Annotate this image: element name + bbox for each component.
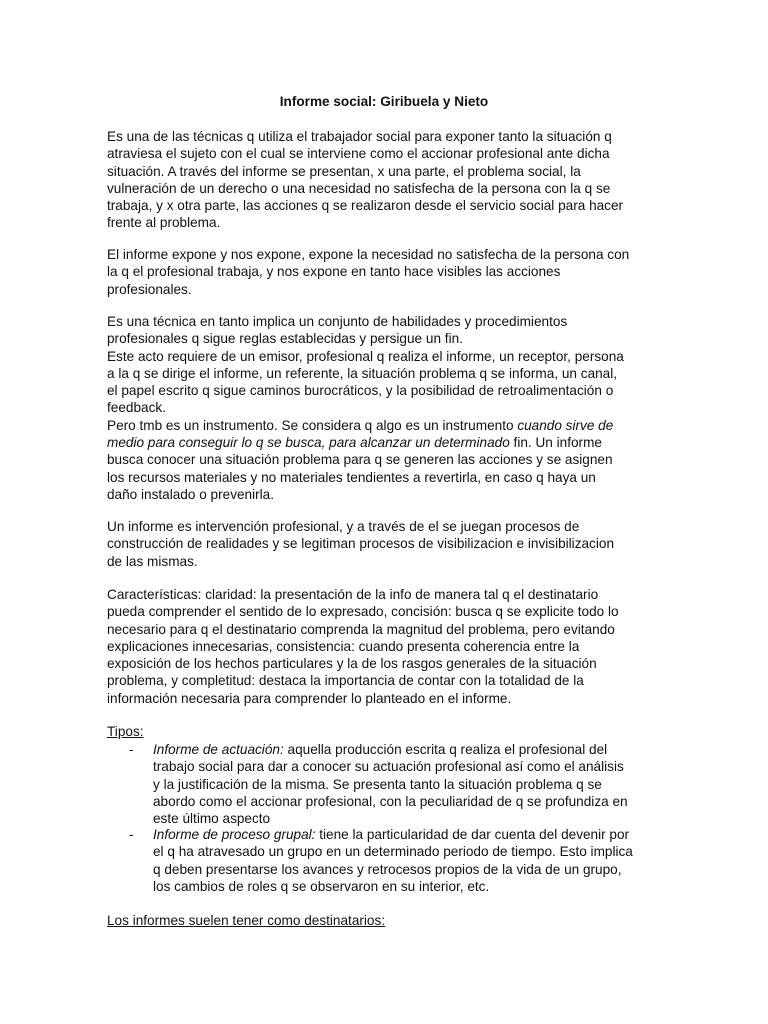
text-line: necesario para q el destinatario comprenda la magnitud del problema, pero evitando bbox=[107, 621, 615, 637]
text-line: Características: claridad: la presentación de la info de manera tal q el destinatario bbox=[107, 587, 599, 602]
text-line: Un informe es intervención profesional, y a través de el se juegan procesos de bbox=[107, 519, 580, 534]
italic-fragment: cuando sirve de bbox=[517, 417, 614, 433]
paragraph-tecnica bbox=[107, 313, 667, 503]
text-line: trabajo social para dar a conocer su actuación profesional así como el análisis bbox=[153, 759, 624, 775]
document-title: Informe social: Giribuela y Nieto bbox=[279, 94, 489, 109]
text-line bbox=[107, 434, 667, 451]
list-bullet: - bbox=[129, 827, 134, 842]
text-line: profesionales q sigue reglas establecidas y persigue un fin. bbox=[107, 331, 463, 347]
text-line: Este acto requiere de un emisor, profesional q realiza el informe, un receptor, persona bbox=[107, 348, 624, 364]
text-line: trabaja, y x otra parte, las acciones q se realizaron desde el servicio social para hacer bbox=[107, 198, 624, 214]
item-label: Informe de proceso grupal: bbox=[153, 827, 316, 842]
text-line: información necesaria para comprender lo planteado en el informe. bbox=[107, 690, 512, 706]
text-line: los recursos materiales y no materiales tendientes a revertirla, en caso q haya un bbox=[107, 469, 596, 485]
list-item-body bbox=[153, 741, 673, 827]
text-fragment: tiene la particularidad de dar cuenta del devenir por bbox=[315, 827, 630, 842]
text-line: este último aspecto bbox=[153, 811, 271, 827]
text-line: situación. A través del informe se presentan, x una parte, el problema social, la bbox=[107, 163, 581, 179]
text-line: exposición de los hechos particulares y la de los rasgos generales de la situación bbox=[107, 656, 597, 672]
list-bullet: - bbox=[129, 742, 134, 757]
text-line bbox=[107, 417, 667, 434]
text-line: a la q se dirige el informe, un referente, la situación problema q se informa, un canal, bbox=[107, 365, 618, 381]
text-line: q deben presentarse los avances y retrocesos propios de la vida de un grupo, bbox=[153, 861, 622, 877]
section-heading: Tipos: bbox=[107, 724, 144, 739]
destinatarios-heading bbox=[107, 912, 667, 929]
italic-fragment: medio para conseguir lo q se busca, para alcanzar un determinado bbox=[107, 435, 510, 451]
paragraph-intro bbox=[107, 128, 667, 232]
text-line: los cambios de roles q se observaron en su interior, etc. bbox=[153, 878, 490, 894]
text-line: atraviesa el sujeto con el cual se interviene como el accionar profesional ante dicha bbox=[107, 146, 610, 162]
item-label: Informe de actuación: bbox=[153, 742, 284, 757]
text-line: explicaciones innecesarias, consistencia: cuando presenta coherencia entre la bbox=[107, 638, 580, 654]
text-line: Es una técnica en tanto implica un conjunto de habilidades y procedimientos bbox=[107, 314, 568, 329]
text-line: daño instalado o prevenirla. bbox=[107, 486, 275, 502]
text-line: frente al problema. bbox=[107, 215, 221, 231]
paragraph-intervencion bbox=[107, 518, 667, 570]
text-line: y la justificación de la misma. Se presenta tanto la situación problema q se bbox=[153, 776, 602, 792]
text-fragment: Pero tmb es un instrumento. Se considera q algo es un instrumento bbox=[107, 417, 518, 433]
text-line bbox=[153, 741, 673, 758]
paragraph-caracteristicas bbox=[107, 586, 667, 707]
text-line: Es una de las técnicas q utiliza el trabajador social para exponer tanto la situación q bbox=[107, 129, 612, 144]
text-line: El informe expone y nos expone, expone la necesidad no satisfecha de la persona con bbox=[107, 247, 630, 262]
text-line bbox=[153, 826, 673, 843]
text-line: la q el profesional trabaja, y nos expone en tanto hace visibles las acciones bbox=[107, 264, 561, 280]
tipos-heading bbox=[107, 723, 667, 740]
text-line: feedback. bbox=[107, 400, 166, 416]
text-line: problema, y completitud: destaca la importancia de contar con la totalidad de la bbox=[107, 673, 584, 689]
text-fragment: aquella producción escrita q realiza el profesional del bbox=[283, 742, 608, 757]
text-line: profesionales. bbox=[107, 281, 192, 297]
text-line: vulneración de un derecho o una necesidad no satisfecha de la persona con la q se bbox=[107, 180, 611, 196]
text-line: abordo como el accionar profesional, con la peculiaridad de q se profundiza en bbox=[153, 793, 628, 809]
text-line: el papel escrito q sigue caminos burocráticos, y la posibilidad de retroalimentación o bbox=[107, 383, 614, 399]
text-line: construcción de realidades y se legitiman procesos de visibilizacion e invisibilizacion bbox=[107, 536, 614, 552]
text-line: el q ha atravesado un grupo en un determinado periodo de tiempo. Esto implica bbox=[153, 844, 633, 860]
text-line: busca conocer una situación problema para q se generen las acciones y se asignen bbox=[107, 452, 613, 468]
list-item-body bbox=[153, 826, 673, 895]
text-fragment: fin. Un informe bbox=[509, 435, 602, 451]
paragraph-expone bbox=[107, 246, 667, 298]
section-heading: Los informes suelen tener como destinatarios: bbox=[107, 913, 386, 928]
text-line: pueda comprender el sentido de lo expresado, concisión: busca q se explicite todo lo bbox=[107, 604, 619, 620]
text-line: de las mismas. bbox=[107, 553, 198, 569]
